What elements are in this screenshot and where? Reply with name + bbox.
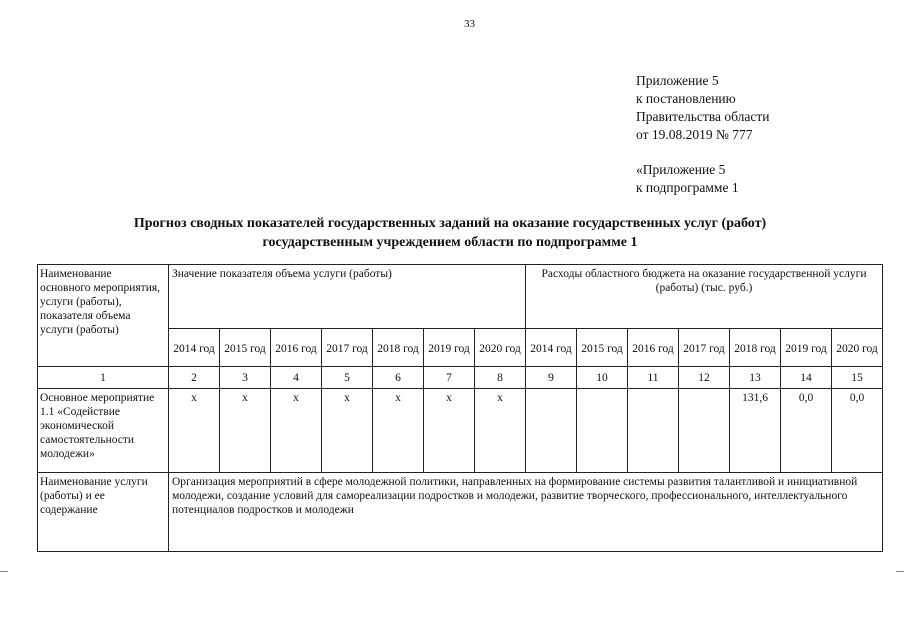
annex-line: к подпрограмме 1 xyxy=(636,180,739,195)
title-line: Прогноз сводных показателей государственных заданий на оказание государственных услуг (работ) xyxy=(133,216,767,231)
table-cell: х xyxy=(424,389,475,473)
row2-description: Организация мероприятий в сфере молодежной политики, направленных на формирование системы развития талантливой и инициативной молодежи, создание условий для самореализации подростков и молодежи, развитие творческого, профессионального, интеллектуального потенциалов подростков и молодежи xyxy=(169,473,883,552)
scan-mark xyxy=(896,571,904,572)
group1-header: Значение показателя объема услуги (работы) xyxy=(169,265,526,329)
row1-name: Основное мероприятие 1.1 «Содействие экономической самостоятельности молодежи» xyxy=(38,389,169,473)
col1-header: Наименование основного мероприятия, услуги (работы), показателя объема услуги (работы) xyxy=(38,265,169,367)
year-header: 2020 год xyxy=(475,329,526,367)
column-number: 6 xyxy=(373,367,424,389)
table-cell xyxy=(679,389,730,473)
annex-block xyxy=(636,72,769,197)
column-number: 3 xyxy=(220,367,271,389)
annex-line: к постановлению xyxy=(636,91,736,106)
group2-header: Расходы областного бюджета на оказание государственной услуги (работы) (тыс. руб.) xyxy=(526,265,883,329)
page-number: 33 xyxy=(464,18,475,30)
table-cell: х xyxy=(322,389,373,473)
year-header: 2014 год xyxy=(526,329,577,367)
year-header: 2014 год xyxy=(169,329,220,367)
column-number: 14 xyxy=(781,367,832,389)
column-number: 8 xyxy=(475,367,526,389)
column-number: 7 xyxy=(424,367,475,389)
annex-line: Приложение 5 xyxy=(636,73,719,88)
column-number: 10 xyxy=(577,367,628,389)
document-title xyxy=(60,214,840,252)
column-number: 9 xyxy=(526,367,577,389)
year-header: 2015 год xyxy=(577,329,628,367)
table-cell: х xyxy=(271,389,322,473)
table-cell: 131,6 xyxy=(730,389,781,473)
table-cell: 0,0 xyxy=(832,389,883,473)
table-cell xyxy=(628,389,679,473)
column-number: 15 xyxy=(832,367,883,389)
year-header: 2019 год xyxy=(424,329,475,367)
row2-name: Наименование услуги (работы) и ее содержание xyxy=(38,473,169,552)
column-number: 5 xyxy=(322,367,373,389)
table-cell: х xyxy=(169,389,220,473)
column-number: 1 xyxy=(38,367,169,389)
year-header: 2015 год xyxy=(220,329,271,367)
year-header: 2020 год xyxy=(832,329,883,367)
year-header: 2017 год xyxy=(679,329,730,367)
title-line: государственным учреждением области по подпрограмме 1 xyxy=(262,235,638,250)
column-number: 12 xyxy=(679,367,730,389)
table-cell: 0,0 xyxy=(781,389,832,473)
column-number: 13 xyxy=(730,367,781,389)
year-header: 2016 год xyxy=(628,329,679,367)
column-number: 4 xyxy=(271,367,322,389)
year-header: 2018 год xyxy=(730,329,781,367)
table-cell xyxy=(577,389,628,473)
annex-line: от 19.08.2019 № 777 xyxy=(636,127,753,142)
column-number: 11 xyxy=(628,367,679,389)
table-cell: х xyxy=(475,389,526,473)
table-cell: х xyxy=(373,389,424,473)
year-header: 2019 год xyxy=(781,329,832,367)
column-number: 2 xyxy=(169,367,220,389)
year-header: 2016 год xyxy=(271,329,322,367)
table-cell xyxy=(526,389,577,473)
year-header: 2017 год xyxy=(322,329,373,367)
annex-line: Правительства области xyxy=(636,109,770,124)
scan-mark xyxy=(0,571,8,572)
year-header: 2018 год xyxy=(373,329,424,367)
annex-line: «Приложение 5 xyxy=(636,162,726,177)
forecast-table xyxy=(37,264,883,552)
table-cell: х xyxy=(220,389,271,473)
